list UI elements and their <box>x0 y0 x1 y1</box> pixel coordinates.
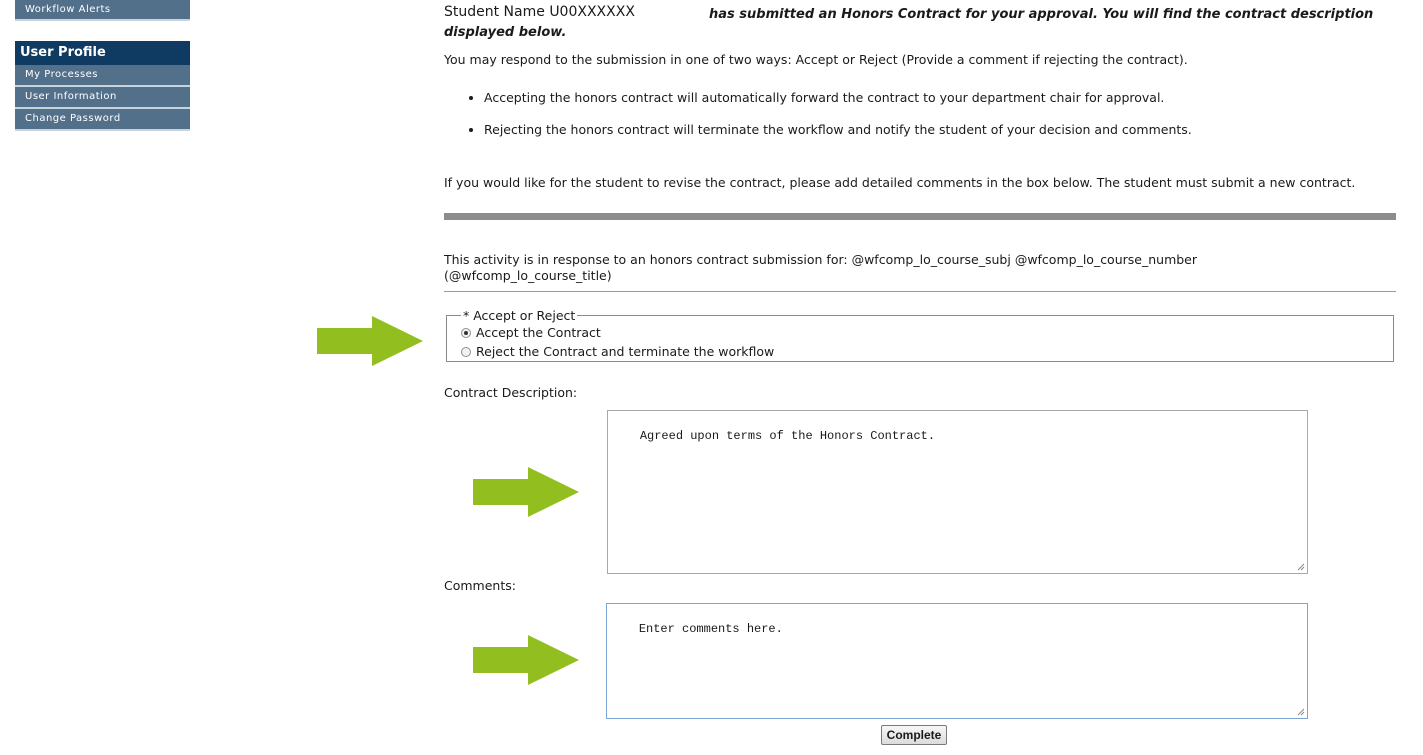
arrow-icon-comments <box>473 635 579 685</box>
contract-description-label: Contract Description: <box>444 385 578 400</box>
contract-description-textarea[interactable] <box>607 410 1308 574</box>
arrow-icon-accept-reject <box>317 316 423 366</box>
reject-label[interactable]: Reject the Contract and terminate the workflow <box>476 344 775 359</box>
list-item: • Rejecting the honors contract will terminate the workflow and notify the student of your decision and comments. <box>484 120 1192 139</box>
sidebar-item-change-password[interactable]: Change Password <box>15 109 190 131</box>
comments-value: Enter comments here. <box>638 622 783 636</box>
reject-radio[interactable] <box>461 347 471 357</box>
instruction-list <box>444 88 1192 152</box>
accept-reject-legend: * Accept or Reject <box>463 308 576 323</box>
activity-description: This activity is in response to an honors contract submission for: @wfcomp_lo_course_subj @wfcomp_lo_course_number (@wfcomp_lo_course_title) <box>444 252 1198 283</box>
sidebar-section-user-profile: User Profile <box>15 41 190 65</box>
accept-reject-group <box>446 308 1394 362</box>
accept-radio[interactable] <box>461 328 471 338</box>
accept-label[interactable]: Accept the Contract <box>476 325 601 340</box>
reject-option[interactable] <box>461 342 1383 361</box>
sidebar-item-workflow-alerts[interactable]: Workflow Alerts <box>15 0 190 21</box>
sidebar-item-user-information[interactable]: User Information <box>15 87 190 109</box>
revise-instructions: If you would like for the student to revise the contract, please add detailed comments in the box below. The student must submit a new contract. <box>444 175 1356 190</box>
arrow-icon-contract-description <box>473 467 579 517</box>
list-item: • Accepting the honors contract will automatically forward the contract to your department chair for approval. <box>484 88 1192 107</box>
contract-description-value: Agreed upon terms of the Honors Contract. <box>639 429 936 443</box>
submitted-text-continued: displayed below. <box>444 25 567 40</box>
submission-header <box>444 4 1396 40</box>
comments-label: Comments: <box>444 578 516 593</box>
resize-grip-icon[interactable] <box>1297 563 1305 571</box>
section-divider <box>444 213 1396 220</box>
comments-textarea[interactable] <box>606 603 1308 719</box>
submitted-text: has submitted an Honors Contract for your approval. You will find the contract description <box>709 7 1374 22</box>
divider <box>444 291 1396 292</box>
accept-option[interactable] <box>461 323 1383 342</box>
respond-instructions: You may respond to the submission in one of two ways: Accept or Reject (Provide a comment if rejecting the contract). <box>444 52 1188 67</box>
complete-button[interactable]: Complete <box>881 725 947 745</box>
sidebar-item-my-processes[interactable]: My Processes <box>15 65 190 87</box>
student-name: Student Name U00XXXXXX <box>444 4 635 20</box>
sidebar <box>15 0 190 131</box>
resize-grip-icon[interactable] <box>1297 708 1305 716</box>
